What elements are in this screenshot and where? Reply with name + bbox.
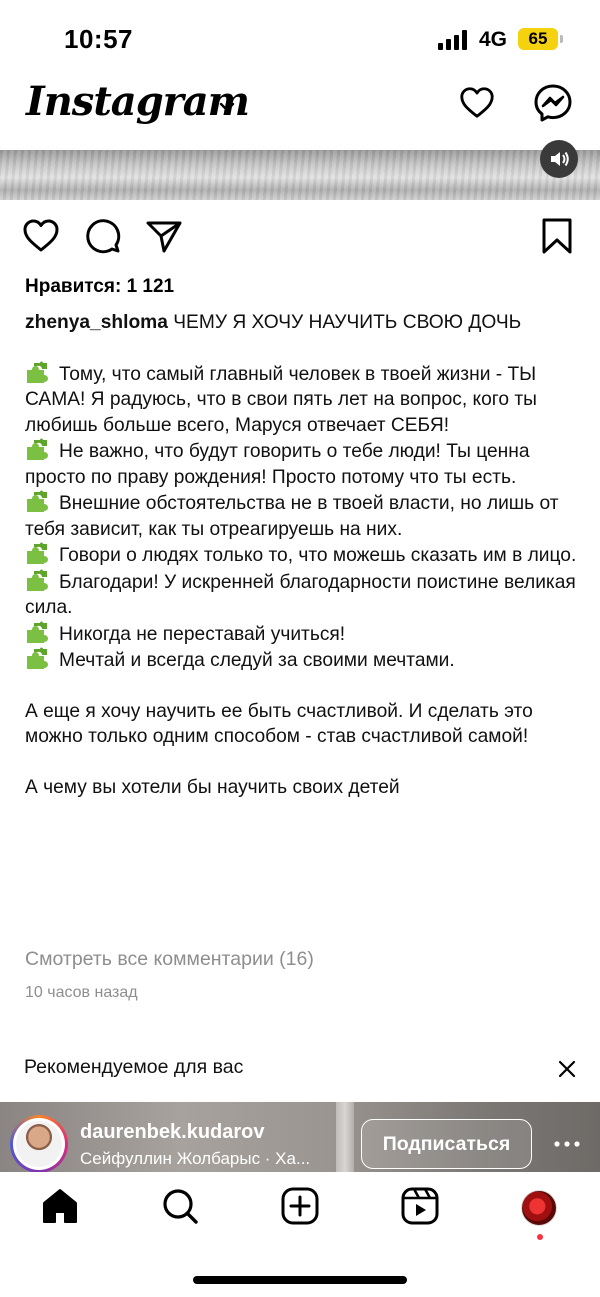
post-caption — [25, 310, 580, 800]
caption-point — [25, 647, 580, 674]
home-indicator[interactable] — [193, 1276, 407, 1284]
status-bar — [0, 0, 600, 80]
caption-paragraph: А чему вы хотели бы научить своих детей — [25, 776, 400, 798]
caption-point — [25, 438, 580, 490]
caption-point-text: Тому, что самый главный человек в твоей жизни - ТЫ САМА! Я радуюсь, что в свои пять лет на вопрос, кого ты любишь больше всего, Маруся отвечает СЕБЯ! — [25, 363, 537, 436]
comment-icon[interactable] — [83, 216, 123, 256]
caption-point-text: Никогда не переставай учиться! — [59, 623, 346, 645]
caption-username[interactable]: zhenya_shloma — [25, 312, 168, 333]
like-heart-icon[interactable] — [21, 216, 61, 256]
media-texture — [0, 150, 600, 200]
signal-icon — [438, 30, 468, 50]
post-media[interactable] — [0, 150, 600, 200]
suggested-username[interactable]: daurenbek.kudarov — [80, 1121, 265, 1143]
puzzle-icon — [25, 621, 51, 643]
share-icon[interactable] — [144, 216, 184, 256]
puzzle-icon — [25, 490, 51, 512]
create-post-icon[interactable] — [280, 1186, 320, 1226]
caption-point-text: Внешние обстоятельства не в твоей власти, но лишь от тебя зависит, как ты отреагируешь на них. — [25, 493, 559, 540]
battery-tip — [560, 35, 563, 43]
recommended-title: Рекомендуемое для вас — [24, 1056, 244, 1078]
chevron-down-icon[interactable] — [216, 96, 238, 118]
battery-indicator: 65 — [518, 28, 558, 50]
caption-point-text: Мечтай и всегда следуй за своими мечтами. — [59, 650, 455, 671]
caption-point — [25, 621, 580, 648]
app-header — [0, 78, 600, 148]
search-icon[interactable] — [160, 1186, 200, 1226]
caption-point — [25, 569, 580, 621]
view-comments-link[interactable]: Смотреть все комментарии (16) — [25, 948, 314, 970]
notification-dot — [537, 1234, 543, 1240]
close-icon[interactable] — [556, 1058, 578, 1080]
avatar[interactable] — [10, 1115, 68, 1173]
follow-button[interactable]: Подписаться — [361, 1119, 532, 1169]
instagram-logo[interactable]: Instagram — [26, 78, 249, 125]
reels-icon[interactable] — [400, 1186, 440, 1226]
profile-avatar-tab[interactable] — [521, 1190, 557, 1226]
home-icon[interactable] — [40, 1186, 80, 1226]
messenger-icon[interactable] — [533, 83, 573, 123]
heart-icon[interactable] — [458, 84, 496, 122]
sound-toggle[interactable] — [540, 140, 578, 178]
caption-point-text: Говори о людях только то, что можешь сказать им в лицо. — [59, 545, 577, 566]
caption-point-text: Не важно, что будут говорить о тебе люди! Ты ценна просто по праву рождения! Просто потому что ты есть. — [25, 441, 530, 488]
more-options-icon[interactable] — [552, 1137, 582, 1151]
puzzle-icon — [25, 361, 51, 383]
puzzle-icon — [25, 569, 51, 591]
bookmark-icon[interactable] — [537, 216, 577, 256]
caption-point — [25, 490, 580, 542]
post-actions — [0, 216, 600, 260]
network-type: 4G — [479, 28, 508, 51]
puzzle-icon — [25, 438, 51, 460]
caption-point — [25, 542, 580, 569]
caption-paragraph: А еще я хочу научить ее быть счастливой. И сделать это можно только одним способом - став счастливой самой! — [25, 700, 533, 747]
puzzle-icon — [25, 542, 51, 564]
speaker-icon — [540, 140, 578, 178]
status-time: 10:57 — [64, 24, 133, 54]
suggested-location[interactable]: Сейфуллин Жолбарыс · Ха... — [80, 1149, 311, 1168]
caption-point-text: Благодари! У искренней благодарности поистине великая сила. — [25, 571, 576, 618]
caption-title: ЧЕМУ Я ХОЧУ НАУЧИТЬ СВОЮ ДОЧЬ — [173, 312, 522, 333]
caption-point — [25, 361, 580, 439]
caption-points — [25, 361, 580, 674]
puzzle-icon — [25, 647, 51, 669]
likes-count[interactable]: Нравится: 1 121 — [25, 276, 175, 297]
post-timestamp: 10 часов назад — [25, 984, 138, 1001]
